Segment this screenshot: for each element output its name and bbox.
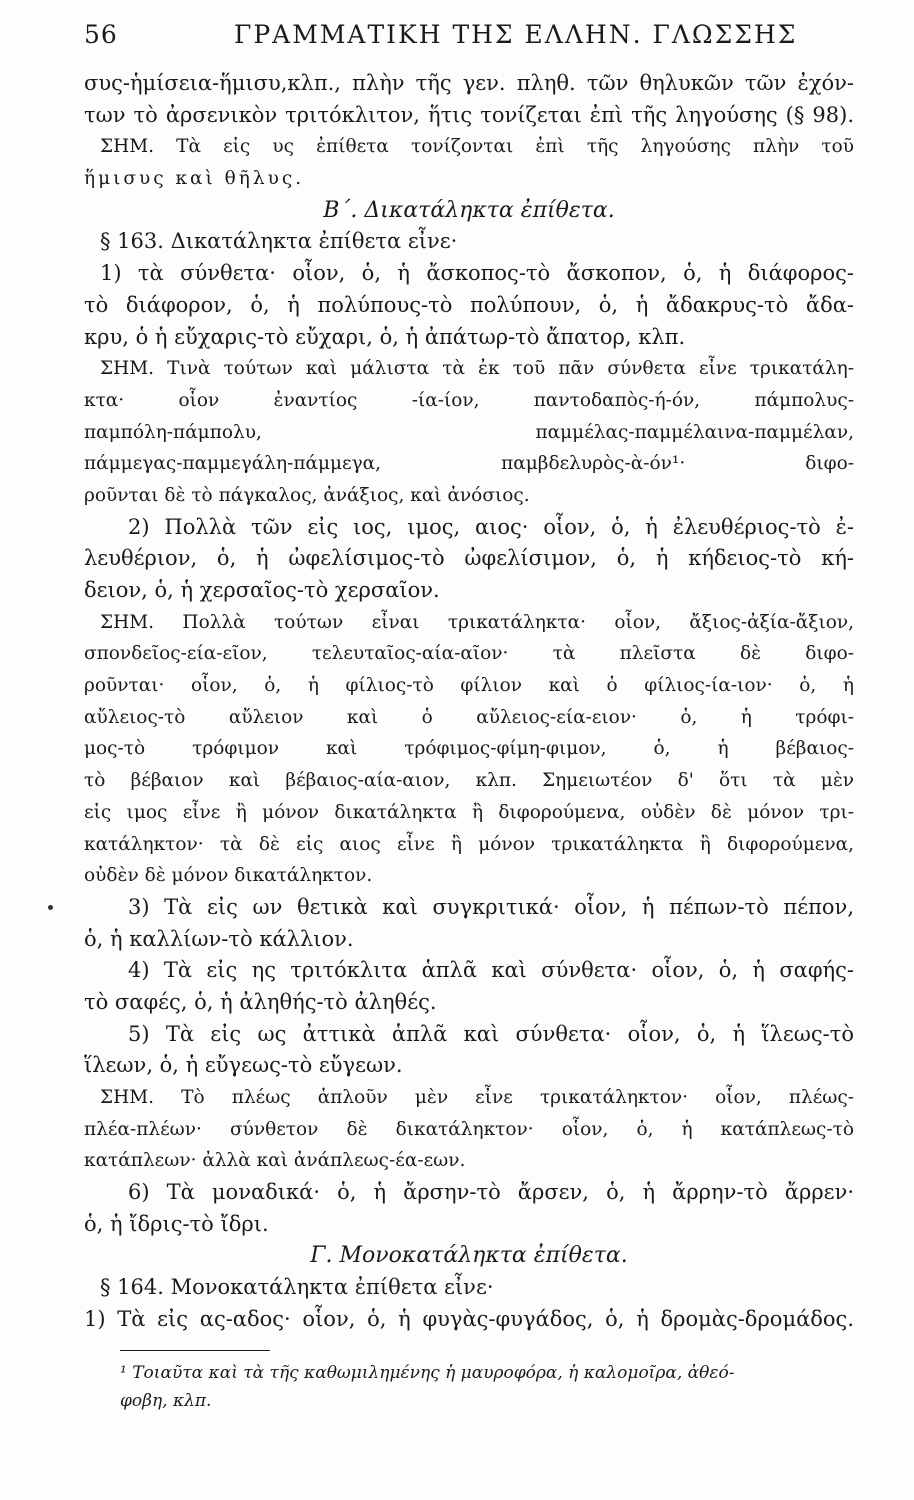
note-line: πλέα-πλέων· σύνθετον δὲ δικατάληκτον· οἷον, ὁ, ἡ κατάπλεως-τὸ (84, 1118, 854, 1140)
text-line: 6) Τὰ μοναδικά· ὁ, ἡ ἄρσην-τὸ ἄρσεν, ὁ, ἡ ἄρρην-τὸ ἄρρεν· (128, 1180, 854, 1205)
note-line: ΣΗΜ. Τινὰ τούτων καὶ μάλιστα τὰ ἐκ τοῦ πᾶν σύνθετα εἶνε τρικατάλη- (100, 358, 854, 380)
note-line: σπονδεῖος-εία-εῖον, τελευταῖος-αία-αῖον· τὰ πλεῖστα δὲ διφο- (84, 643, 854, 665)
text-line: τὸ σαφές, ὁ, ἡ ἀληθής-τὸ ἀληθές. (84, 989, 437, 1014)
text-line: τὸ διάφορον, ὁ, ἡ πολύπους-τὸ πολύπουν, ὁ, ἡ ἄδακρυς-τὸ ἄδα- (84, 292, 854, 317)
note-line: πάμμεγας-παμμεγάλη-πάμμεγα, παμβδελυρὸς-ὰ-όν¹· διφο- (84, 453, 854, 475)
text-line: κρυ, ὁ ἡ εὔχαρις-τὸ εὔχαρι, ὁ, ἡ ἀπάτωρ-τὸ ἄπατορ, κλπ. (84, 324, 686, 349)
text-line: λευθέριον, ὁ, ἡ ὠφελίσιμος-τὸ ὠφελίσιμον, ὁ, ἡ κήδειος-τὸ κή- (84, 546, 854, 571)
footnote (84, 1359, 854, 1415)
page-number: 56 (84, 20, 118, 49)
footnote-line: ¹ Τοιαῦτα καὶ τὰ τῆς καθωμιλημένης ἡ μαυροφόρα, ἡ καλομοῖρα, ἀθεό- (120, 1362, 735, 1383)
note-line: μος-τὸ τρόφιμον καὶ τρόφιμος-φίμη-φιμον, ὁ, ἡ βέβαιος- (84, 738, 854, 760)
footnote-divider (120, 1350, 270, 1351)
paragraph-heading: § 164. Μονοκατάληκτα ἐπίθετα εἶνε· (100, 1275, 494, 1300)
section-heading: Γ. Μονοκατάληκτα ἐπίθετα. (310, 1243, 628, 1269)
text-line: ὁ, ἡ ἴδρις-τὸ ἴδρι. (84, 1211, 269, 1236)
text-line: των τὸ ἀρσενικὸν τριτόκλιτον, ἥτις τονίζεται ἐπὶ τῆς ληγούσης (§ 98). (84, 102, 854, 127)
text-line: 2) Πολλὰ τῶν εἰς ιος, ιμος, αιος· οἷον, ὁ, ἡ ἐλευθέριος-τὸ ἐ- (128, 514, 854, 539)
note-line: οὐδὲν δὲ μόνον δικατάληκτον. (84, 865, 373, 887)
paragraph-heading: § 163. Δικατάληκτα ἐπίθετα εἶνε· (100, 229, 458, 254)
note-line: αὔλειος-τὸ αὔλειον καὶ ὁ αὔλειος-εία-ειον· ὁ, ἡ τρόφι- (84, 706, 854, 728)
note-line: εἰς ιμος εἶνε ἢ μόνον δικατάληκτα ἢ διφορούμενα, οὐδὲν δὲ μόνον τρι- (84, 801, 854, 823)
margin-dot (48, 905, 53, 910)
note-line: ἥμισυς καὶ θῆλυς. (84, 168, 305, 190)
note-line: ροῦνται δὲ τὸ πάγκαλος, ἀνάξιος, καὶ ἀνόσιος. (84, 484, 530, 506)
footnote-line: φοβη, κλπ. (120, 1390, 212, 1411)
section-heading: Β΄. Δικατάληκτα ἐπίθετα. (323, 197, 615, 223)
note-line: ΣΗΜ. Τὰ εἰς υς ἐπίθετα τονίζονται ἐπὶ τῆς ληγούσης πλὴν τοῦ (100, 136, 854, 158)
note-line: τὸ βέβαιον καὶ βέβαιος-αία-αιον, κλπ. Σημειωτέον δ' ὅτι τὰ μὲν (84, 770, 854, 792)
running-header (84, 20, 854, 68)
text-line: 3) Τὰ εἰς ων θετικὰ καὶ συγκριτικά· οἷον, ἡ πέπων-τὸ πέπον, (128, 894, 854, 919)
note-line: ΣΗΜ. Τὸ πλέως ἁπλοῦν μὲν εἶνε τρικατάληκτον· οἷον, πλέως- (100, 1087, 854, 1108)
note-line: ροῦνται· οἷον, ὁ, ἡ φίλιος-τὸ φίλιον καὶ ὁ φίλιος-ία-ιον· ὁ, ἡ (84, 675, 854, 697)
note-line: κτα· οἷον ἐναντίος -ία-ίον, παντοδαπὸς-ή-όν, πάμπολυς- (84, 389, 854, 411)
note-line: κατάληκτον· τὰ δὲ εἰς αιος εἶνε ἢ μόνον τρικατάληκτα ἢ διφορούμενα, (84, 833, 854, 855)
note-line: παμπόλη-πάμπολυ, παμμέλας-παμμέλαινα-παμμέλαν, (84, 421, 854, 443)
text-line: ἵλεων, ὁ, ἡ εὔγεως-τὸ εὔγεων. (84, 1053, 403, 1078)
note-line: κατάπλεων· ἀλλὰ καὶ ἀνάπλεως-έα-εων. (84, 1150, 466, 1172)
text-line: 1) τὰ σύνθετα· οἷον, ὁ, ἡ ἄσκοπος-τὸ ἄσκοπον, ὁ, ἡ διάφορος- (100, 261, 854, 286)
text-line: δειον, ὁ, ἡ χερσαῖος-τὸ χερσαῖον. (84, 578, 440, 602)
text-line: 5) Τὰ εἰς ως ἀττικὰ ἁπλᾶ καὶ σύνθετα· οἷον, ὁ, ἡ ἵλεως-τὸ (128, 1021, 854, 1046)
page-content (84, 20, 854, 1415)
text-line: 1) Τὰ εἰς ας-αδος· οἷον, ὁ, ἡ φυγὰς-φυγάδος, ὁ, ἡ δρομὰς-δρομάδος. (84, 1306, 854, 1331)
running-title: ΓΡΑΜΜΑΤΙΚΗ ΤΗΣ ΕΛΛΗΝ. ΓΛΩΣΣΗΣ (234, 20, 798, 49)
note-line: ΣΗΜ. Πολλὰ τούτων εἶναι τρικατάληκτα· οἷον, ἄξιος-ἀξία-ἄξιον, (100, 611, 854, 633)
text-line: 4) Τὰ εἰς ης τριτόκλιτα ἁπλᾶ καὶ σύνθετα· οἷον, ὁ, ἡ σαφής- (128, 958, 854, 983)
text-line: συς-ἡμίσεια-ἥμισυ,κλπ., πλὴν τῆς γεν. πληθ. τῶν θηλυκῶν τῶν ἐχόν- (84, 71, 854, 95)
text-line: ὁ, ἡ καλλίων-τὸ κάλλιον. (84, 926, 354, 951)
